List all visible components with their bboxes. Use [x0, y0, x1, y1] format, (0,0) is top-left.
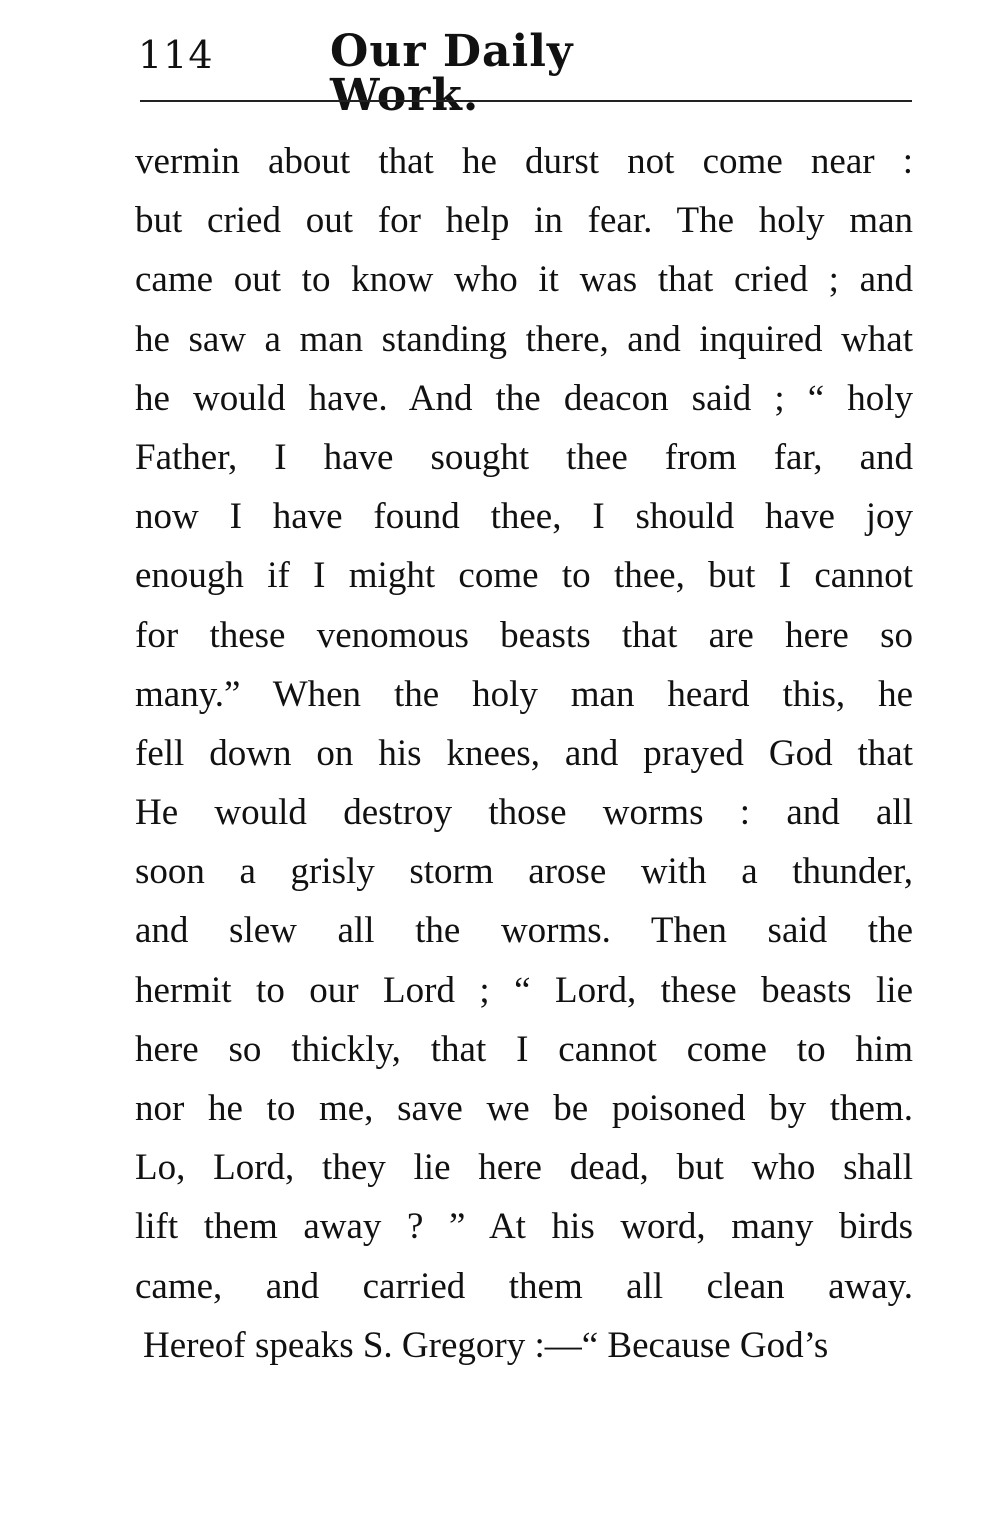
text-line: Hereof speaks S. Gregory :—“ Because God’s: [143, 1324, 829, 1366]
page-number: 114: [138, 33, 214, 77]
running-title: Our Daily Work.: [330, 26, 574, 121]
body-text: [135, 132, 913, 1375]
text-line: and slew all the worms. Then said the: [135, 910, 913, 952]
text-line: hermit to our Lord ; “ Lord, these beasts lie: [135, 969, 913, 1011]
text-line: enough if I might come to thee, but I cannot: [135, 555, 913, 597]
header-rule: [140, 100, 912, 102]
text-line: now I have found thee, I should have joy: [135, 496, 913, 538]
text-line: nor he to me, save we be poisoned by them.: [135, 1088, 913, 1129]
text-line: but cried out for help in fear. The holy man: [135, 200, 913, 242]
text-line: vermin about that he durst not come near :: [135, 141, 913, 182]
text-line: many.” When the holy man heard this, he: [135, 673, 913, 715]
text-line: lift them away ? ” At his word, many birds: [135, 1206, 913, 1248]
text-line: he would have. And the deacon said ; “ holy: [135, 377, 913, 419]
text-line: here so thickly, that I cannot come to him: [135, 1028, 913, 1070]
text-line: came out to know who it was that cried ; and: [135, 259, 913, 301]
text-line: he saw a man standing there, and inquired what: [135, 318, 913, 360]
text-line: soon a grisly storm arose with a thunder,: [135, 851, 913, 893]
text-line: came, and carried them all clean away.: [135, 1265, 913, 1307]
text-line: fell down on his knees, and prayed God that: [135, 732, 913, 774]
text-line: for these venomous beasts that are here so: [135, 614, 913, 656]
text-line: He would destroy those worms : and all: [135, 792, 913, 834]
text-line: Father, I have sought thee from far, and: [135, 436, 913, 478]
text-line: Lo, Lord, they lie here dead, but who shall: [135, 1147, 913, 1189]
